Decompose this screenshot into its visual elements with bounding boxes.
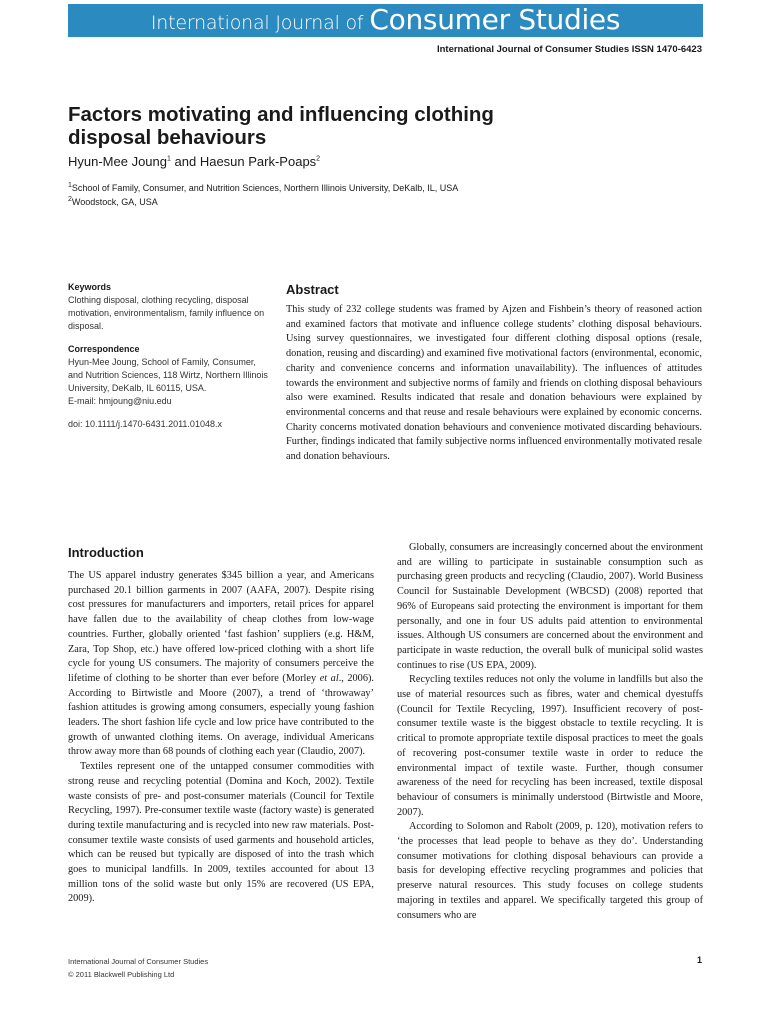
body-column-left (68, 569, 374, 907)
keywords-text: Clothing disposal, clothing recycling, disposal motivation, environmentalism, family influence on disposal. (68, 295, 265, 331)
keywords-block (68, 281, 268, 333)
authors (68, 154, 320, 169)
author-name: Haesun Park-Poaps (199, 154, 317, 169)
banner-prefix: International Journal of (150, 12, 364, 34)
paragraph: According to Solomon and Rabolt (2009, p. 120), motivation refers to ‘the processes that lead people to behave as they do’. Understanding consumer motivations for clothing disposal behaviours can provide a basis for developing effective recycling programmes and policies that preserve natural resources. This study focuses on college students majoring in textiles and apparel. We specifically targeted this group of consumers who are (397, 821, 703, 921)
footer-copyright: © 2011 Blackwell Publishing Ltd (68, 970, 175, 979)
correspondence-block (68, 343, 268, 408)
introduction-heading: Introduction (68, 545, 144, 560)
page-number: 1 (696, 955, 702, 965)
footer-journal: International Journal of Consumer Studies (68, 957, 209, 966)
email-link[interactable]: E-mail: hmjoung@niu.edu (68, 396, 172, 406)
doi-link[interactable]: doi: 10.1111/j.1470-6431.2011.01048.x (68, 419, 222, 429)
banner-journal-name: Consumer Studies (369, 3, 621, 36)
affiliation-2 (68, 196, 458, 210)
doi-block (68, 418, 268, 431)
correspondence-heading: Correspondence (68, 344, 140, 354)
body-column-right (397, 541, 703, 923)
italic-text: et al (319, 672, 339, 684)
affiliation-marker: 2 (68, 195, 72, 203)
issn-line: International Journal of Consumer Studies ISSN 1470-6423 (436, 44, 702, 55)
paragraph: Globally, consumers are increasingly concerned about the environment and are willing to participate in sustainable consumption such as purchasing green products and recycling (Claudio, 2007). World Business Council for Sustainable Development (WBCSD) (2008) reported that 96% of Europeans said protecting the environment is important for them personally, and one in four US adults paid attention to environmental issues. Although US consumers are concerned about the environment and participate in waste reduction, the overall bulk of municipal solid wastes continues to rise (US EPA, 2009). (397, 542, 703, 671)
author-separator: and (170, 154, 200, 169)
paragraph-text: The US apparel industry generates $345 billion a year, and Americans purchased 20.1 billion garments in 2007 (AAFA, 2007). Despite rising cost pressures for manufacturers and importers, retail prices for apparel have fallen due to the availability of cheap clothes from low-wage countries. Further, globally oriented ‘fast fashion’ suppliers (e.g. H&M, Zara, Top Shop, etc.) have offered low-priced clothing with a short life cycle for young US consumers. The majority of consumers perceive the lifetime of clothing to be shorter than ever before (Morley (68, 570, 374, 684)
journal-banner (68, 4, 703, 37)
abstract-heading: Abstract (286, 282, 339, 297)
affiliation-marker: 1 (68, 182, 72, 189)
page-footer (68, 955, 208, 981)
keywords-heading: Keywords (68, 282, 112, 292)
article-sidebar (68, 281, 268, 441)
author-name: Hyun-Mee Joung (68, 154, 167, 169)
affiliation-text: School of Family, Consumer, and Nutrition Sciences, Northern Illinois University, DeKalb, IL, USA (71, 183, 459, 193)
paragraph (68, 569, 374, 760)
paragraph: Textiles represent one of the untapped consumer commodities with strong reuse and recycling potential (Domina and Koch, 2002). Textile waste consists of pre- and post-consumer materials (Council for Textile Recycling, 1997). Pre-consumer textile waste (factory waste) is generated during textile manufacturing and is recycled into new raw materials. Post-consumer textile waste consists of used garments and household articles, which can be reused but typically are disposed of into the trash which goes to municipal landfills. In 2009, textiles accounted for about 13 million tons of the solid waste but only 15% are recovered (US EPA, 2009). (68, 761, 374, 905)
affiliation-marker: 1 (167, 155, 171, 163)
paragraph: Recycling textiles reduces not only the volume in landfills but also the use of material resources such as fibres, water and chemical dyestuffs (Council for Textile Recycling, 1997). Insufficient recovery of post-consumer textile waste is the biggest obstacle to textile recycling. It is critical to promote appropriate textile disposal practices to meet the goals of recovering post-consumer textile waste in order to reduce the environmental impact of textile waste. Further, though consumer awareness of the need for recycling has been increased, textile disposal behaviour of consumers is minimally understood (Birtwistle and Moore, 2007). (397, 674, 703, 818)
abstract-text: This study of 232 college students was framed by Ajzen and Fishbein’s theory of reasoned action and examined factors that motivate and influence college students’ clothing disposal behaviours. Using survey questionnaires, we investigated four different clothing disposal options (resale, donation, reusing and discarding) and examined five motivational factors (environmental, economic, charity and convenience concerns and information unavailability). The influences of attitudes towards the environment and subjective norms of family and friends on clothing disposal behaviours also were examined. Results indicated that resale and donation behaviours were explained by environmental concerns and that reuse and resale behaviours were explained by economic concerns. Charity concerns motivated donation behaviours and convenience motivated discarding behaviours. Further, findings indicated that family subjective norms influenced environmentally motivated resale and donation behaviours. (286, 304, 702, 463)
article-title: Factors motivating and influencing clothing disposal behaviours (68, 103, 494, 149)
affiliation-marker: 2 (316, 155, 321, 163)
paragraph-text: ., 2006). According to Birtwistle and Moore (2007), a trend of ‘throwaway’ fashion attitudes is growing among consumers, especially young fashion leaders. The short fashion life cycle and low price have contributed to the growth of unwanted clothing items. On average, individual Americans throw away more than 68 pounds of clothing each year (Claudio, 2007). (68, 672, 374, 758)
affiliation-1 (68, 182, 458, 196)
affiliations (68, 182, 458, 209)
affiliation-text: Woodstock, GA, USA (71, 196, 158, 207)
correspondence-text: Hyun-Mee Joung, School of Family, Consumer, and Nutrition Sciences, 118 Wirtz, Northern Illinois University, DeKalb, IL 60115, USA. (68, 357, 268, 393)
